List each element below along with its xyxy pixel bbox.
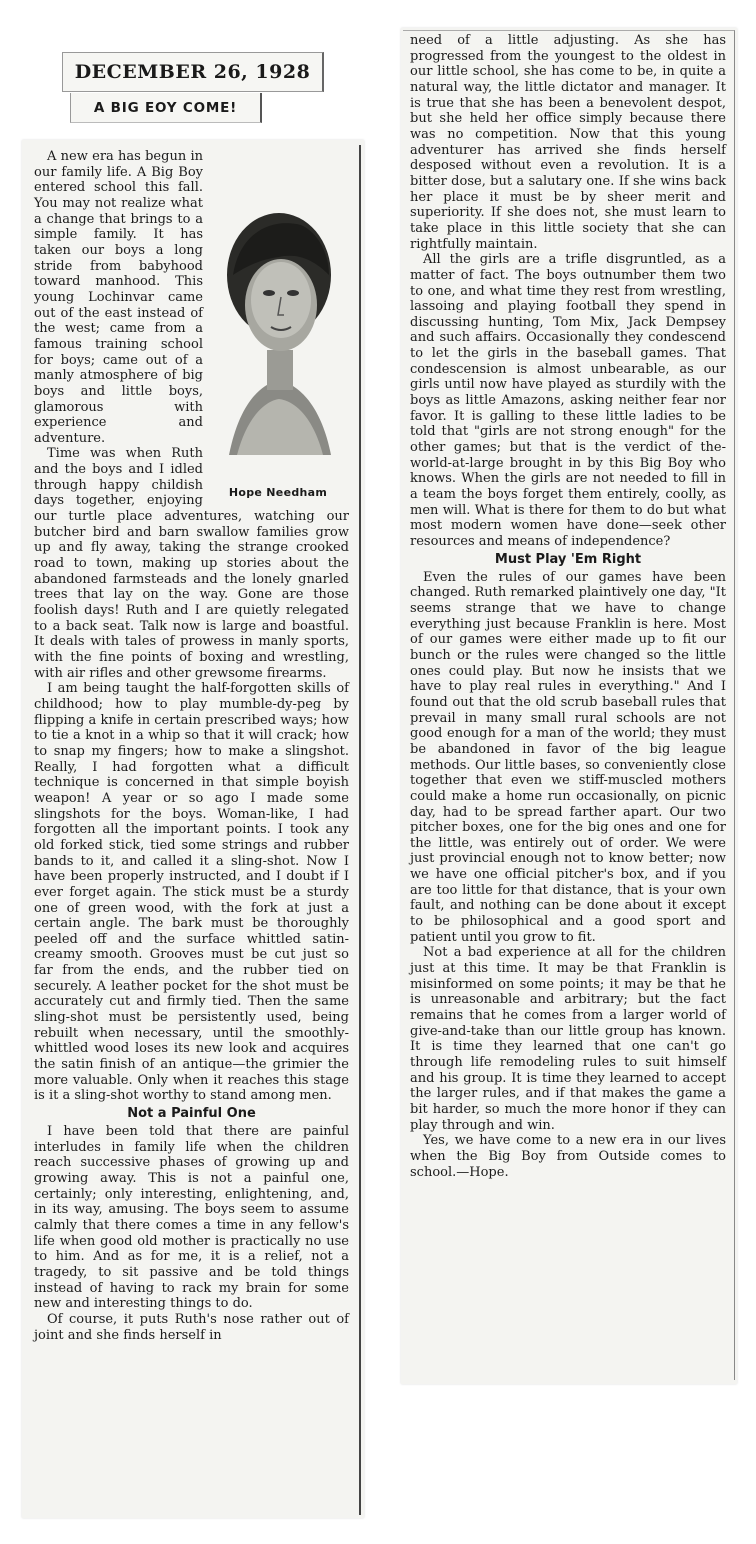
right-column bbox=[403, 30, 735, 1380]
left-column bbox=[25, 145, 361, 1515]
right-paragraph-2: All the girls are a trifle disgruntled, as a matter of fact. The boys outnumber them two to one, and what time they rest from wrestling, lassoing and playing football they spend in discussing hunting, Tom Mix, Jack Dempsey and such affairs. Occasionally they condescend to let the girls in the baseball games. That condescension is almost unbearable, as our girls until now have played as sturdily with the boys as little Amazons, asking neither fear nor favor. It is galling to these little ladies to be told that "girls are not strong enough" for the other games; but that is the verdict of the-world-at-large brought in by this Big Boy who knows. When the girls are not needed to fill in a team the boys forget them entirely, coolly, as men will. What is there for them to do but what most modern women have done—seek other resources and means of independence? bbox=[410, 252, 726, 549]
dateline: DECEMBER 26, 1928 bbox=[62, 52, 324, 92]
portrait-image bbox=[209, 155, 349, 485]
headline: A BIG EOY COME! bbox=[70, 93, 262, 123]
left-paragraph-3: I am being taught the half-forgotten skills of childhood; how to play mumble-dy-peg by flipping a knife in certain prescribed ways; how to tie a knot in a whip so that it will crack; how to snap my fingers; how to make a slingshot. Really, I had forgotten what a difficult technique is concerned in that simple boyish weapon! A year or so ago I made some slingshots for the boys. Woman-like, I had forgotten all the important points. I took any old forked stick, tied some strings and rubber bands to it, and called it a sling-shot. Now I have been properly instructed, and I doubt if I ever forget again. The stick must be a sturdy one of green wood, with the fork at just a certain angle. The bark must be thoroughly peeled off and the surface whittled satin-creamy smooth. Grooves must be cut just so far from the ends, and the rubber tied on securely. A leather pocket for the shot must be accurately cut and firmly tied. Then the same sling-shot must be persistently used, being rebuilt when necessary, until the smoothly-whittled wood loses its new look and acquires the satin finish of an antique—the grimier the more valuable. Only when it reaches this stage is it a sling-shot worthy to stand among men. bbox=[34, 681, 349, 1104]
left-paragraph-2: Time was when Ruth and the boys and I idled through happy childish days together, enjoying our turtle place adventures, watching our butcher bird and barn swallow families grow up and fly away, taking the strange crooked road to town, making up stories about the abandoned farmsteads and the lonely gnarled trees that lay on the way. Gone are those foolish days! Ruth and I are quietly relegated to a back seat. Talk now is large and boastful. It deals with tales of prowess in manly sports, with the fine points of boxing and wrestling, with air rifles and other grewsome firearms. bbox=[34, 446, 349, 681]
right-paragraph-5: Yes, we have come to a new era in our lives when the Big Boy from Outside comes to school.—Hope. bbox=[410, 1133, 726, 1180]
left-paragraph-1: A new era has begun in our family life. A Big Boy entered school this fall. You may not realize what a change that brings to a simple family. It has taken our boys a long stride from babyhood toward manhood. This young Lochinvar came out of the east instead of the west; came from a famous training school for boys; came out of a manly atmosphere of big boys and little boys, glamorous with experience and adventure. bbox=[34, 149, 203, 446]
subhead-must-play-em-right: Must Play 'Em Right bbox=[494, 551, 642, 567]
photo-caption: Hope Needham bbox=[228, 486, 328, 499]
left-paragraph-5: Of course, it puts Ruth's nose rather out of joint and she finds herself in bbox=[34, 1311, 349, 1343]
right-paragraph-1: need of a little adjusting. As she has progressed from the youngest to the oldest in our little school, she has come to be, in quite a natural way, the little dictator and manager. It is true that she has been a benevolent despot, but she held her office simply because there was no competition. Now that this young adventurer has arrived she finds herself desposed without even a revolution. It is a bitter dose, but a salutary one. If she wins back her place it must be by sheer merit and superiority. If she does not, she must learn to take place in this little society that she can rightfully maintain. bbox=[410, 33, 726, 252]
right-paragraph-4: Not a bad experience at all for the children just at this time. It may be that Franklin is misinformed on some points; it may be that he is unreasonable and arbitrary; but the fact remains that he comes from a larger world of give-and-take than our little group has known. It is time they learned that one can't go through life remodeling rules to suit himself and his group. It is time they learned to accept the larger rules, and if that makes the game a bit harder, so much the more honor if they can play through and win. bbox=[410, 945, 726, 1133]
right-paragraph-3: Even the rules of our games have been changed. Ruth remarked plaintively one day, "It seems strange that we have to change everything just because Franklin is here. Most of our games were either made up to fit our bunch or the rules were changed so the little ones could play. But now he insists that we have to play real rules in everything." And I found out that the old scrub baseball rules that prevail in many small rural schools are not good enough for a man of the world; they must be abandoned in favor of the big league methods. Our little bases, so conveniently close together that even we stiff-muscled mothers could make a home run occasionally, on picnic day, had to be spread farther apart. Our two pitcher boxes, one for the big ones and one for the little, was entirely out of order. We were just provincial enough not to know better; now we have one official pitcher's box, and if you are too little for that distance, that is your own fault, and nothing can be done about it except to be philosophical and a good sport and patient until you grow to fit. bbox=[410, 569, 726, 945]
subhead-not-a-painful-one: Not a Painful One bbox=[127, 1106, 256, 1122]
left-paragraph-4: I have been told that there are painful interludes in family life when the children reach successive phases of growing up and growing away. This is not a painful one, certainly; only interesting, enlightening, and, in its way, amusing. The boys seem to assume calmly that there comes a time in any fellow's life when good old mother is practically no use to him. And as for me, it is a relief, not a tragedy, to sit passive and be told things instead of having to rack my brain for some new and interesting things to do. bbox=[34, 1124, 349, 1312]
author-photo bbox=[209, 155, 349, 503]
